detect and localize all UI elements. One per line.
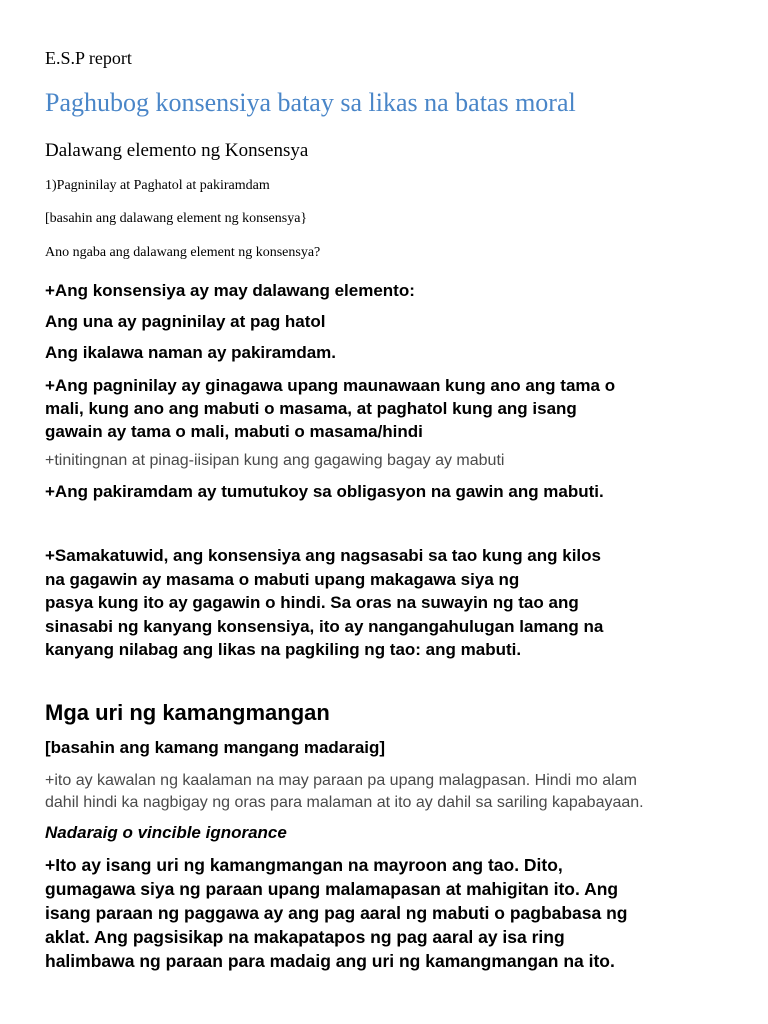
paragraph-line: na gagawin ay masama o mabuti upang makagawa siya ng: [45, 569, 520, 589]
paragraph-line: kanyang nilabag ang likas na pagkiling ng tao: ang mabuti.: [45, 640, 522, 659]
paragraph-line: +Ito ay isang uri ng kamangmangan na mayroon ang tao. Dito,: [45, 855, 563, 875]
bold-paragraph: +Ang konsensiya ay may dalawang elemento:: [45, 281, 415, 300]
paragraph-line: gumagawa siya ng paraan upang malamapasan at mahigitan ito. Ang: [45, 879, 619, 899]
bold-paragraph: Ang una ay pagninilay at pag hatol: [45, 312, 326, 331]
paragraph-line: halimbawa ng paraan para madaig ang uri ng kamangmangan na ito.: [45, 951, 615, 971]
paragraph-line: +Ang pagninilay ay ginagawa upang maunawaan kung ano ang tama o: [45, 376, 616, 395]
bold-paragraph: [45, 853, 735, 973]
paragraph-line: isang paraan ng paggawa ay ang pag aaral ng mabuti o pagbabasa ng: [45, 903, 628, 923]
bold-paragraph: Ang ikalawa naman ay pakiramdam.: [45, 343, 337, 362]
bold-paragraph: +Ang pakiramdam ay tumutukoy sa obligasyon na gawin ang mabuti.: [45, 482, 604, 501]
paragraph-line: +ito ay kawalan ng kaalaman na may paraan pa upang malagpasan. Hindi mo alam: [45, 772, 637, 789]
instruction-text: [basahin ang dalawang element ng konsensya}: [45, 211, 308, 226]
document-title: Paghubog konsensiya batay sa likas na batas moral: [45, 88, 576, 117]
report-label: E.S.P report: [45, 48, 132, 68]
paragraph-line: +Samakatuwid, ang konsensiya ang nagsasabi sa tao kung ang kilos: [45, 546, 601, 565]
bold-paragraph: [45, 374, 735, 443]
section-subheading: Dalawang elemento ng Konsensya: [45, 140, 309, 161]
paragraph-line: sinasabi ng kanyang konsensiya, ito ay nangangahulugan lamang na: [45, 616, 604, 636]
bold-paragraph: [45, 544, 735, 662]
paragraph-line: gawain ay tama o mali, mabuti o masama/hindi: [45, 422, 423, 441]
note-paragraph: [45, 770, 735, 814]
paragraph-line: dahil hindi ka nagbigay ng oras para malaman at ito ay dahil sa sariling kapabayaan.: [45, 794, 644, 811]
note-text: +tinitingnan at pinag-iisipan kung ang gagawing bagay ay mabuti: [45, 452, 505, 469]
list-item: 1)Pagninilay at Paghatol at pakiramdam: [45, 178, 270, 193]
paragraph-line: pasya kung ito ay gagawin o hindi. Sa oras na suwayin ng tao ang: [45, 593, 579, 612]
paragraph-line: aklat. Ang pagsisikap na makapatapos ng pag aaral ay isa ring: [45, 927, 565, 947]
subheading-italic: Nadaraig o vincible ignorance: [45, 823, 287, 842]
instruction-text: [basahin ang kamang mangang madaraig]: [45, 738, 386, 757]
question-text: Ano ngaba ang dalawang element ng konsensya?: [45, 245, 321, 260]
section-heading: Mga uri ng kamangmangan: [45, 700, 330, 725]
paragraph-line: mali, kung ano ang mabuti o masama, at paghatol kung ang isang: [45, 399, 577, 418]
